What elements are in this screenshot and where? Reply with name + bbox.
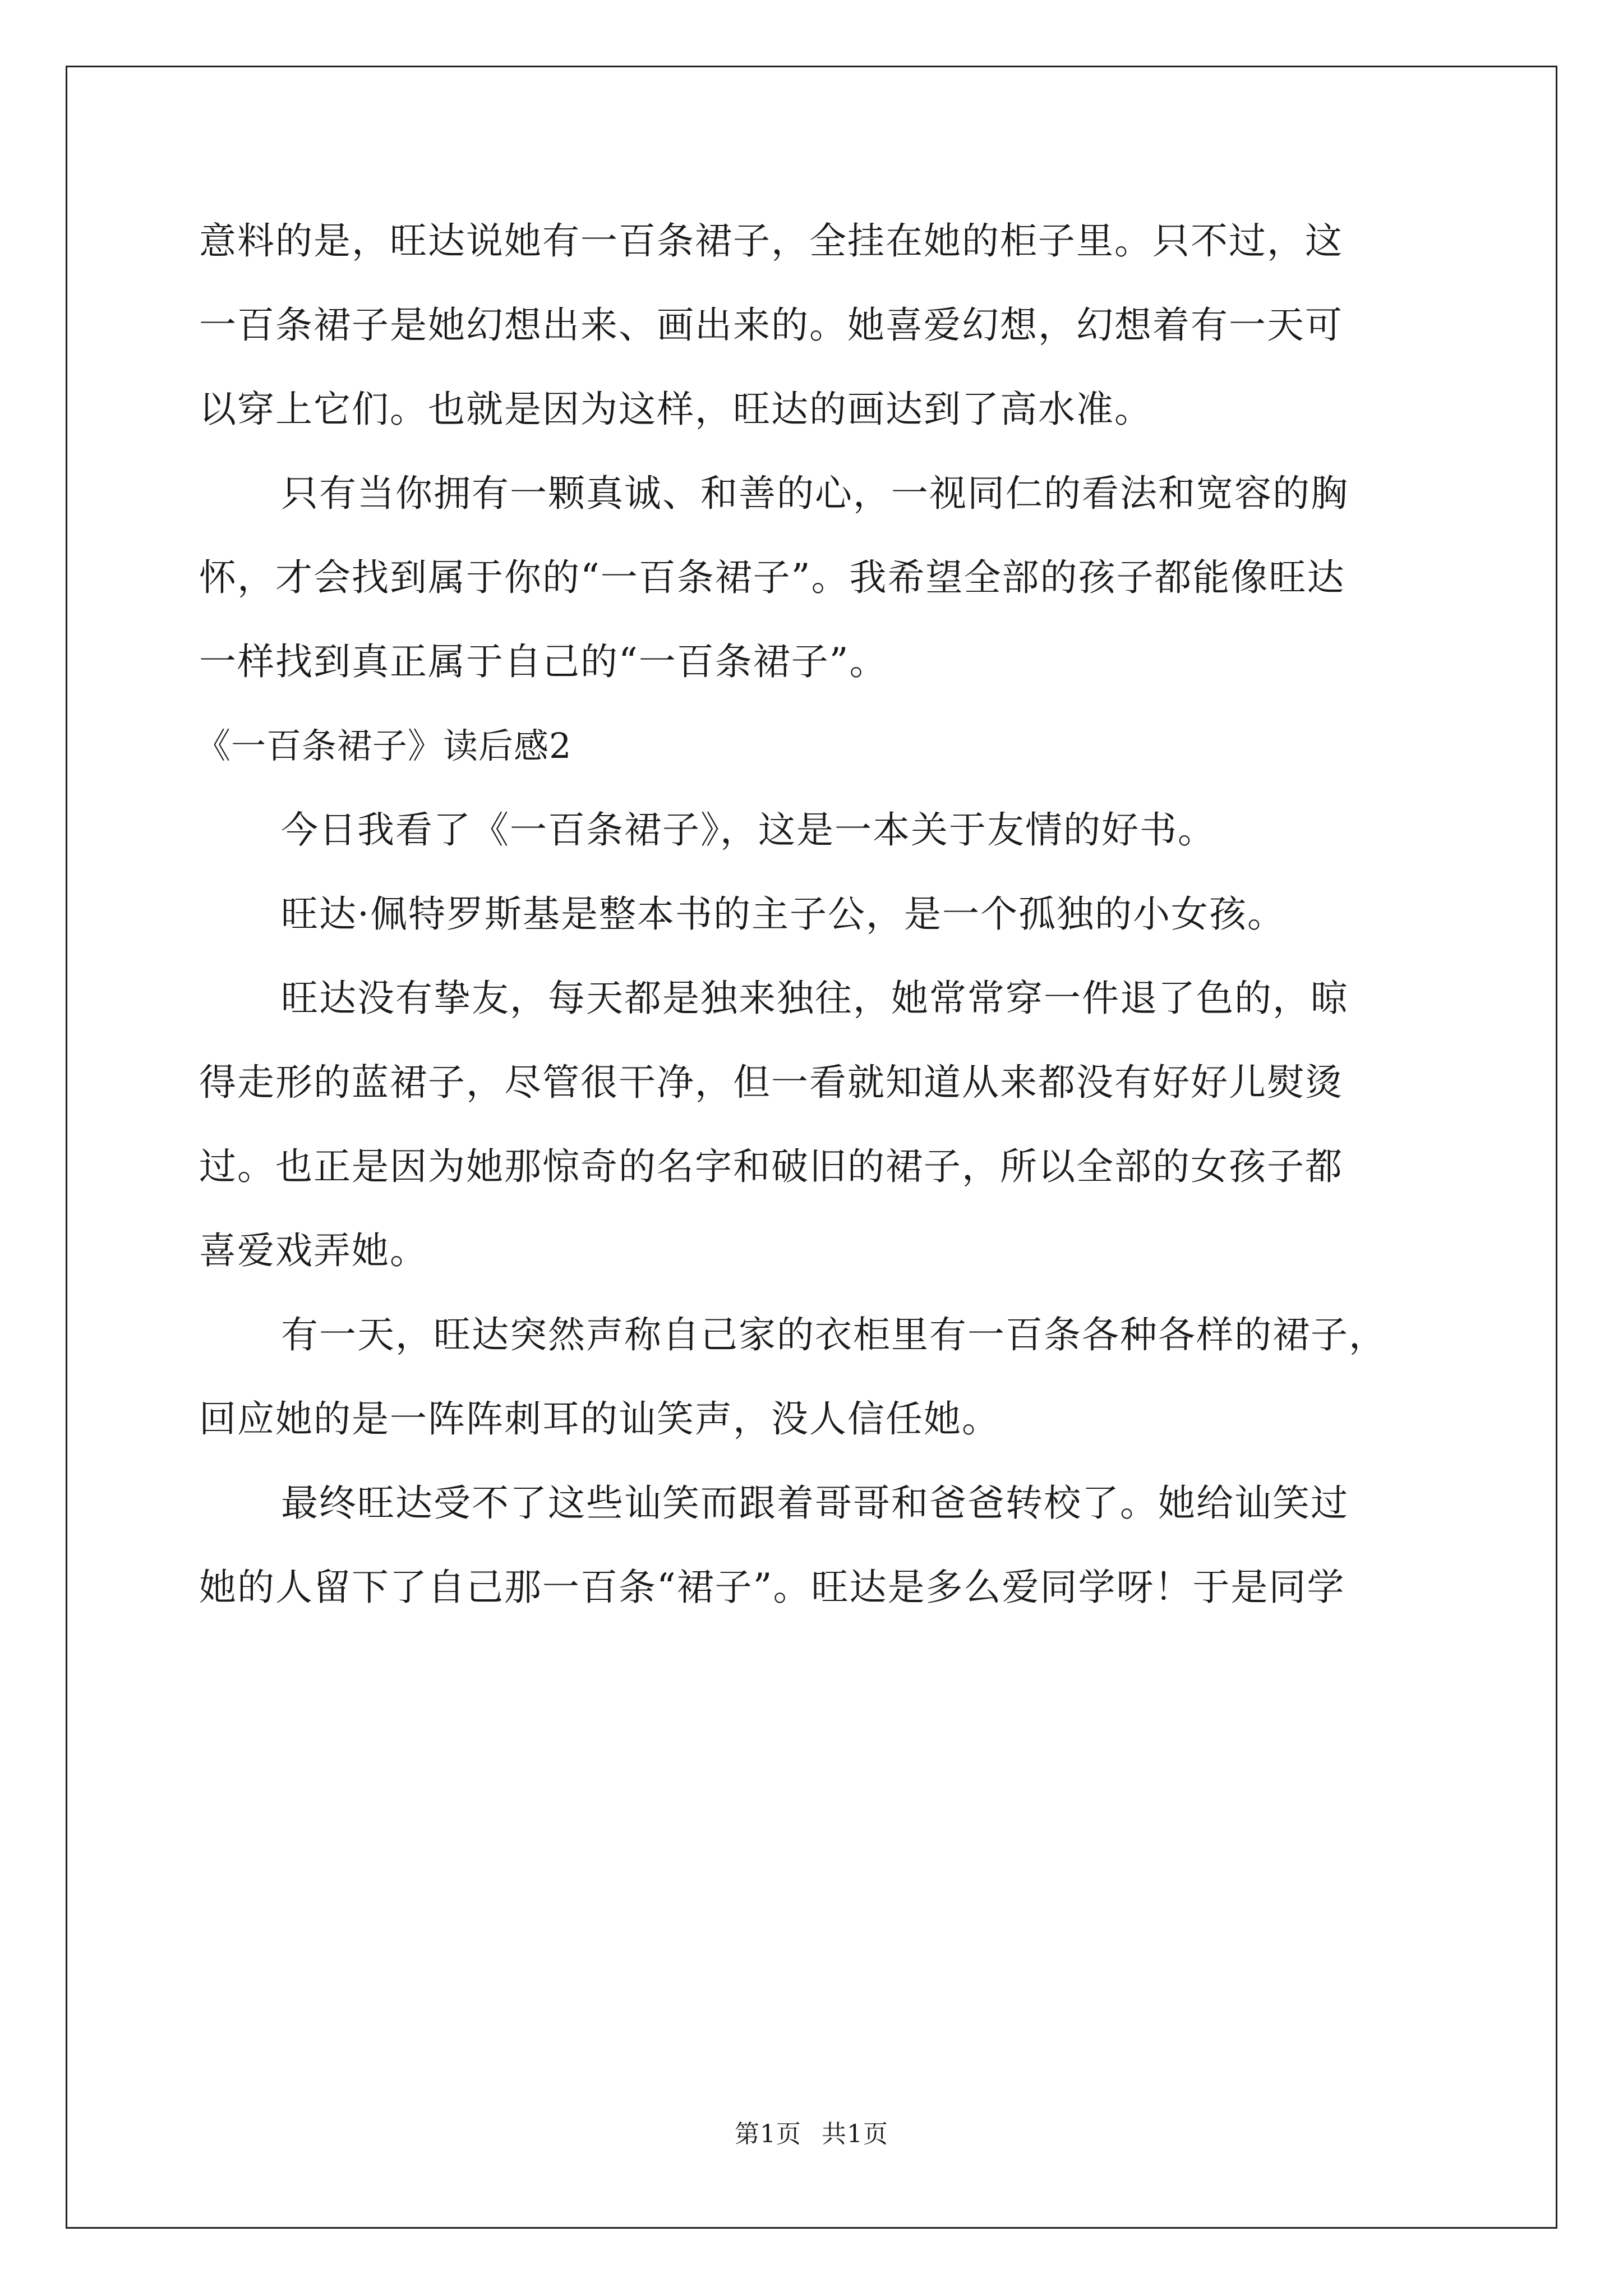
text-line: 得走形的蓝裙子，尽管很干净，但一看就知道从来都没有好好儿熨烫	[199, 1061, 1343, 1104]
page-footer	[0, 2114, 1623, 2150]
text-line: 一百条裙子是她幻想出来、画出来的。她喜爱幻想，幻想着有一天可	[199, 303, 1343, 347]
text-line: 意料的是，旺达说她有一百条裙子，全挂在她的柜子里。只不过，这	[199, 219, 1343, 263]
text-line: 最终旺达受不了这些讪笑而跟着哥哥和爸爸转校了。她给讪笑过	[281, 1481, 1349, 1525]
page-total: 共1页	[822, 2120, 888, 2148]
text-line: 旺达·佩特罗斯基是整本书的主子公，是一个孤独的小女孩。	[281, 892, 1285, 936]
section-heading: 《一百条裙子》读后感2	[196, 725, 572, 766]
text-line: 以穿上它们。也就是因为这样，旺达的画达到了高水准。	[199, 388, 1152, 431]
text-line: 怀，才会找到属于你的“一百条裙子”。我希望全部的孩子都能像旺达	[199, 556, 1345, 599]
text-line: 只有当你拥有一颗真诚、和善的心，一视同仁的看法和宽容的胸	[281, 472, 1349, 515]
document-body	[196, 199, 1433, 1630]
text-line: 旺达没有挚友，每天都是独来独往，她常常穿一件退了色的，晾	[281, 977, 1349, 1020]
text-line: 过。也正是因为她那惊奇的名字和破旧的裙子，所以全部的女孩子都	[199, 1145, 1343, 1188]
text-line: 有一天，旺达突然声称自己家的衣柜里有一百条各种各样的裙子，	[281, 1313, 1387, 1356]
text-line: 喜爱戏弄她。	[199, 1229, 428, 1272]
text-line: 今日我看了《一百条裙子》，这是一本关于友情的好书。	[281, 808, 1216, 852]
text-line: 回应她的是一阵阵刺耳的讪笑声，没人信任她。	[199, 1397, 1000, 1441]
text-line: 她的人留下了自己那一百条“裙子”。旺达是多么爱同学呀！于是同学	[199, 1566, 1345, 1609]
page-number: 第1页	[735, 2120, 801, 2148]
text-line: 一样找到真正属于自己的“一百条裙子”。	[199, 640, 888, 683]
